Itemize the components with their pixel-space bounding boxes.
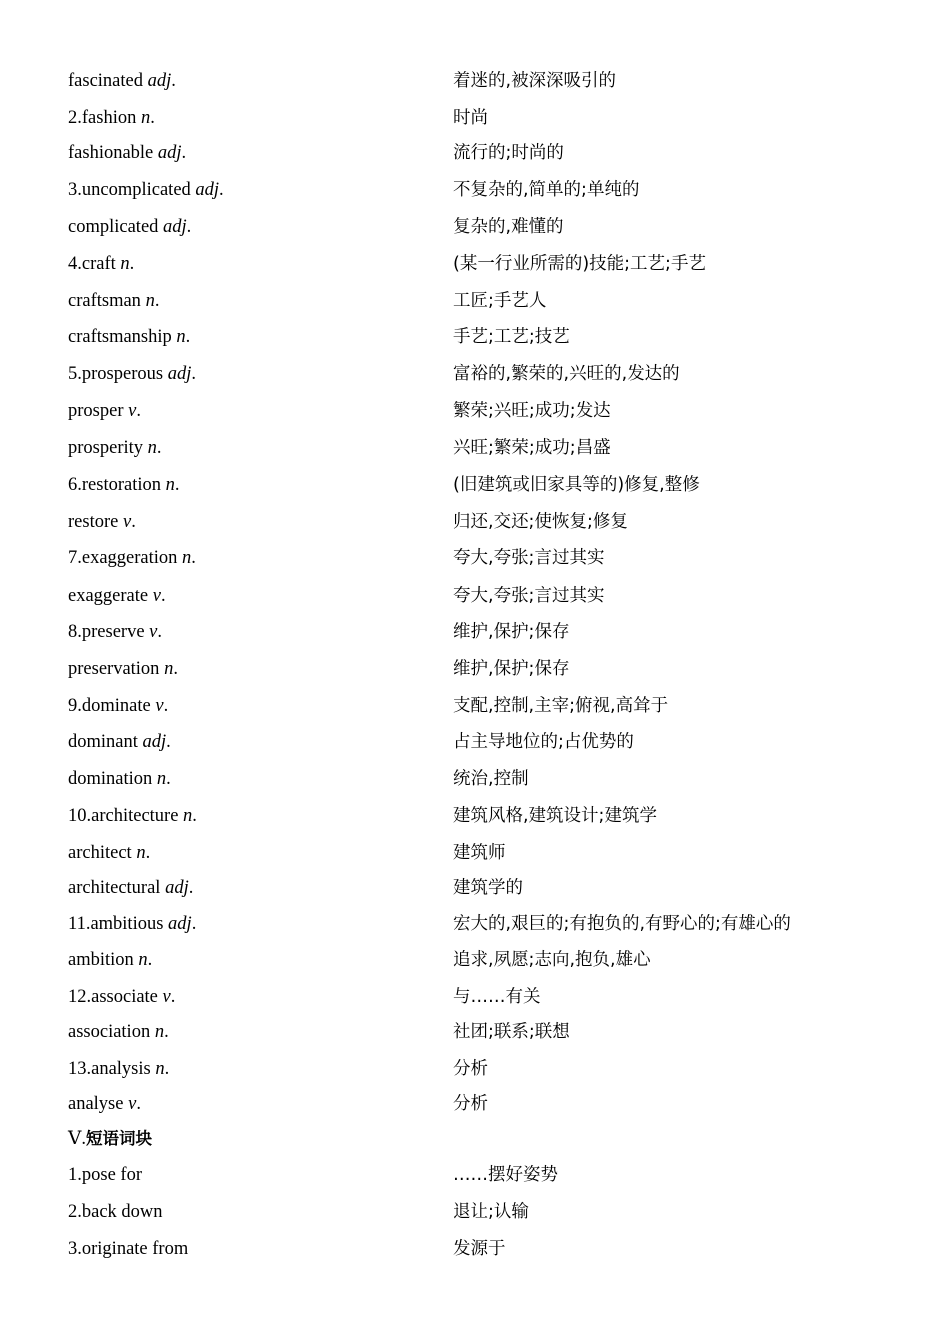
vocab-word-text: dominant xyxy=(68,732,143,752)
vocab-meaning: 复杂的,难懂的 xyxy=(453,217,564,237)
vocab-row xyxy=(68,66,908,96)
vocab-row xyxy=(68,617,908,647)
part-of-speech: n xyxy=(147,438,157,458)
phrase-text: 2.back down xyxy=(68,1202,163,1222)
vocab-word xyxy=(68,873,193,903)
vocab-word xyxy=(68,249,134,279)
vocab-meaning: 宏大的,艰巨的;有抱负的,有野心的;有雄心的 xyxy=(453,914,791,934)
part-of-speech: adj xyxy=(147,71,172,91)
vocab-row xyxy=(68,654,908,684)
pos-period: . xyxy=(191,548,196,568)
pos-period: . xyxy=(131,512,136,532)
vocab-word-text: 3.uncomplicated xyxy=(68,180,196,200)
pos-period: . xyxy=(166,732,171,752)
part-of-speech: adj xyxy=(165,878,189,898)
part-of-speech: adj xyxy=(168,914,192,934)
vocab-row xyxy=(68,982,908,1012)
vocab-word xyxy=(68,982,175,1012)
pos-period: . xyxy=(171,71,176,91)
vocab-word xyxy=(68,727,171,757)
part-of-speech: v xyxy=(152,586,161,606)
part-of-speech: n xyxy=(165,475,175,495)
vocab-word xyxy=(68,507,136,537)
vocab-word-text: fashionable xyxy=(68,143,158,163)
vocab-word xyxy=(68,433,162,463)
pos-period: . xyxy=(147,950,153,970)
part-of-speech: adj xyxy=(142,732,167,752)
vocab-word-text: analyse xyxy=(68,1094,129,1114)
vocab-meaning: 繁荣;兴旺;成功;发达 xyxy=(453,401,611,421)
pos-period: . xyxy=(166,769,171,789)
vocab-word-text: preservation xyxy=(68,659,165,679)
vocab-row xyxy=(68,212,908,242)
vocab-row xyxy=(68,322,908,352)
vocab-row xyxy=(68,764,908,794)
vocab-word-text: craftsmanship xyxy=(68,327,177,347)
part-of-speech: v xyxy=(162,987,171,1007)
pos-period: . xyxy=(129,254,135,274)
phrase-text: 3.originate from xyxy=(68,1239,189,1259)
vocab-meaning: 建筑风格,建筑设计;建筑学 xyxy=(453,806,657,826)
vocab-row xyxy=(68,727,908,757)
vocab-word-text: association xyxy=(68,1022,155,1042)
part-of-speech: n xyxy=(120,254,130,274)
vocab-word xyxy=(68,103,155,133)
vocab-word-text: 7.exaggeration xyxy=(68,548,183,568)
vocab-word xyxy=(68,66,176,96)
part-of-speech: n xyxy=(140,108,151,128)
vocab-meaning: 夸大,夸张;言过其实 xyxy=(453,548,605,568)
vocab-meaning: 支配,控制,主宰;俯视,高耸于 xyxy=(453,696,669,716)
part-of-speech: n xyxy=(145,291,155,311)
vocab-meaning: 工匠;手艺人 xyxy=(453,291,547,311)
part-of-speech: v xyxy=(155,696,164,716)
pos-period: . xyxy=(156,438,162,458)
pos-period: . xyxy=(160,586,166,606)
pos-period: . xyxy=(181,143,187,163)
part-of-speech: v xyxy=(128,1094,137,1114)
vocab-meaning: 富裕的,繁荣的,兴旺的,发达的 xyxy=(453,364,680,384)
vocab-row xyxy=(68,286,908,316)
vocab-meaning: 建筑师 xyxy=(453,843,506,863)
phrase-row xyxy=(68,1234,908,1264)
section-heading xyxy=(68,1124,152,1154)
vocab-word xyxy=(68,1089,141,1119)
vocab-word-text: 12.associate xyxy=(68,987,163,1007)
pos-period: . xyxy=(170,987,176,1007)
vocab-row xyxy=(68,103,908,133)
vocab-word-text: 6.restoration xyxy=(68,475,166,495)
vocab-meaning: 统治,控制 xyxy=(453,769,529,789)
vocab-row xyxy=(68,909,908,939)
vocab-meaning: 建筑学的 xyxy=(453,878,523,898)
vocab-word-text: complicated xyxy=(68,217,164,237)
vocab-meaning: 夸大,夸张;言过其实 xyxy=(453,586,605,606)
vocab-row xyxy=(68,838,908,868)
vocab-word-text: 2.fashion xyxy=(68,108,141,128)
part-of-speech: n xyxy=(176,327,186,347)
vocab-row xyxy=(68,1017,908,1047)
vocab-meaning: 时尚 xyxy=(453,108,488,128)
vocab-word xyxy=(68,322,190,352)
vocab-row xyxy=(68,873,908,903)
phrase-meaning: ……摆好姿势 xyxy=(453,1165,558,1185)
vocab-word xyxy=(68,286,159,316)
pos-period: . xyxy=(157,622,162,642)
pos-period: . xyxy=(174,475,180,495)
part-of-speech: v xyxy=(149,622,158,642)
vocab-word-text: architectural xyxy=(68,878,166,898)
pos-period: . xyxy=(164,1022,169,1042)
vocab-meaning: 归还,交还;使恢复;修复 xyxy=(453,512,628,532)
pos-period: . xyxy=(154,291,160,311)
pos-period: . xyxy=(219,180,224,200)
phrase-meaning: 发源于 xyxy=(453,1239,506,1259)
part-of-speech: n xyxy=(138,950,148,970)
vocab-word xyxy=(68,801,197,831)
vocab-word-text: 13.analysis xyxy=(68,1059,156,1079)
vocab-meaning: 流行的;时尚的 xyxy=(453,143,564,163)
pos-period: . xyxy=(163,696,169,716)
vocab-word-text: prosper xyxy=(68,401,129,421)
pos-period: . xyxy=(185,327,191,347)
vocab-word xyxy=(68,175,224,205)
vocab-row xyxy=(68,507,908,537)
vocab-word-text: ambition xyxy=(68,950,139,970)
vocab-word xyxy=(68,617,162,647)
vocab-row xyxy=(68,801,908,831)
pos-period: . xyxy=(186,217,192,237)
vocab-meaning: 与……有关 xyxy=(453,987,541,1007)
vocab-word-text: fascinated xyxy=(68,71,148,91)
vocab-row xyxy=(68,138,908,168)
phrase-text: 1.pose for xyxy=(68,1165,142,1185)
vocab-row xyxy=(68,691,908,721)
vocab-word xyxy=(68,212,191,242)
vocab-word-text: architect xyxy=(68,843,137,863)
vocab-row xyxy=(68,396,908,426)
part-of-speech: n xyxy=(183,806,193,826)
vocab-word xyxy=(68,543,196,573)
vocab-row xyxy=(68,1054,908,1084)
section-title: 短语词块 xyxy=(86,1129,152,1148)
pos-period: . xyxy=(191,914,197,934)
vocab-meaning: 社团;联系;联想 xyxy=(453,1022,570,1042)
vocab-word xyxy=(68,470,180,500)
vocab-meaning: 不复杂的,简单的;单纯的 xyxy=(453,180,640,200)
pos-period: . xyxy=(192,806,197,826)
vocab-word xyxy=(68,1054,169,1084)
vocab-word xyxy=(68,1017,169,1047)
section-numeral: Ⅴ. xyxy=(68,1129,86,1149)
vocab-word-text: craftsman xyxy=(68,291,146,311)
part-of-speech: n xyxy=(154,1022,165,1042)
vocab-word-text: restore xyxy=(68,512,123,532)
vocab-row xyxy=(68,581,908,611)
vocab-meaning: 手艺;工艺;技艺 xyxy=(453,327,570,347)
vocab-row xyxy=(68,175,908,205)
part-of-speech: n xyxy=(156,769,167,789)
vocab-word xyxy=(68,654,178,684)
part-of-speech: adj xyxy=(195,180,220,200)
vocab-meaning: 分析 xyxy=(453,1094,488,1114)
pos-period: . xyxy=(136,1094,141,1114)
vocab-word xyxy=(68,138,186,168)
part-of-speech: n xyxy=(164,659,174,679)
vocab-meaning: 兴旺;繁荣;成功;昌盛 xyxy=(453,438,611,458)
phrase-meaning: 退让;认输 xyxy=(453,1202,529,1222)
pos-period: . xyxy=(136,401,141,421)
vocab-word-text: 10.architecture xyxy=(68,806,184,826)
vocab-row xyxy=(68,945,908,975)
vocab-meaning: 分析 xyxy=(453,1059,488,1079)
part-of-speech: v xyxy=(128,401,137,421)
vocab-word xyxy=(68,909,196,939)
vocab-word-text: 9.dominate xyxy=(68,696,156,716)
pos-period: . xyxy=(150,108,155,128)
vocab-meaning: (某一行业所需的)技能;工艺;手艺 xyxy=(453,254,706,274)
part-of-speech: v xyxy=(122,512,132,532)
vocab-meaning: 维护,保护;保存 xyxy=(453,659,570,679)
vocab-word-text: 5.prosperous xyxy=(68,364,168,384)
vocab-row xyxy=(68,359,908,389)
vocab-word-text: prosperity xyxy=(68,438,148,458)
vocab-word xyxy=(68,581,166,611)
vocab-row xyxy=(68,433,908,463)
vocab-row xyxy=(68,249,908,279)
part-of-speech: n xyxy=(182,548,192,568)
vocab-word xyxy=(68,396,141,426)
part-of-speech: adj xyxy=(157,143,182,163)
part-of-speech: n xyxy=(136,843,146,863)
pos-period: . xyxy=(145,843,151,863)
part-of-speech: n xyxy=(155,1059,165,1079)
phrase-row xyxy=(68,1197,908,1227)
vocab-word xyxy=(68,764,171,794)
pos-period: . xyxy=(164,1059,170,1079)
vocab-meaning: 追求,夙愿;志向,抱负,雄心 xyxy=(453,950,651,970)
pos-period: . xyxy=(173,659,178,679)
vocab-word-text: 8.preserve xyxy=(68,622,150,642)
vocab-row xyxy=(68,1089,908,1119)
vocab-row xyxy=(68,543,908,573)
vocab-word xyxy=(68,945,152,975)
vocab-word xyxy=(68,691,168,721)
pos-period: . xyxy=(191,364,196,384)
part-of-speech: adj xyxy=(167,364,192,384)
vocab-meaning: 占主导地位的;占优势的 xyxy=(453,732,634,752)
vocab-word-text: 11.ambitious xyxy=(68,914,169,934)
vocab-word xyxy=(68,359,196,389)
vocab-meaning: (旧建筑或旧家具等的)修复,整修 xyxy=(453,475,700,495)
part-of-speech: adj xyxy=(163,217,187,237)
vocab-row xyxy=(68,470,908,500)
vocab-meaning: 维护,保护;保存 xyxy=(453,622,570,642)
vocab-meaning: 着迷的,被深深吸引的 xyxy=(453,71,617,91)
vocab-word xyxy=(68,838,150,868)
phrase-row xyxy=(68,1160,908,1190)
vocab-word-text: domination xyxy=(68,769,157,789)
pos-period: . xyxy=(188,878,194,898)
vocab-word-text: 4.craft xyxy=(68,254,121,274)
vocab-word-text: exaggerate xyxy=(68,586,153,606)
